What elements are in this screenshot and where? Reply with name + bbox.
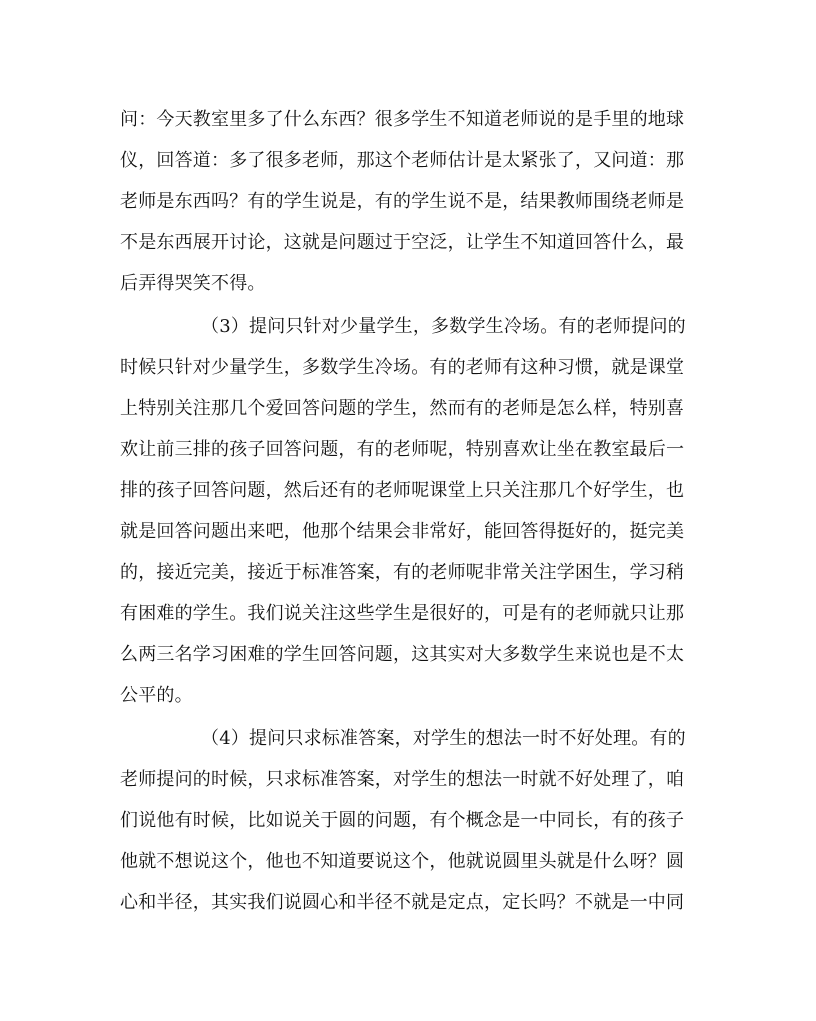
text-line-2: 仪，回答道：多了很多老师，那这个老师估计是太紧张了，又问道：那 <box>120 150 685 171</box>
text-line-15: 公平的。 <box>120 685 193 706</box>
text-line-11: 就是回答问题出来吧，他那个结果会非常好，能回答得挺好的，挺完美 <box>120 521 685 542</box>
text-line-5: 后弄得哭笑不得。 <box>120 273 266 294</box>
text-line-4: 不是东西展开讨论，这就是问题过于空泛，让学生不知道回答什么，最 <box>120 232 685 253</box>
text-line-1: 问：今天教室里多了什么东西？很多学生不知道老师说的是手里的地球 <box>120 109 685 130</box>
text-line-3: 老师是东西吗？有的学生说是，有的学生说不是，结果教师围绕老师是 <box>120 191 685 212</box>
paragraph-4-heading-line: （4）提问只求标准答案，对学生的想法一时不好处理。有的 <box>201 728 686 749</box>
text-line-8: 上特别关注那几个爱回答问题的学生，然而有的老师是怎么样，特别喜 <box>120 398 685 419</box>
text-line-20: 心和半径，其实我们说圆心和半径不就是定点，定长吗？不就是一中同 <box>120 892 685 913</box>
text-line-19: 他就不想说这个，他也不知道要说这个，他就说圆里头就是什么呀？圆 <box>120 851 685 872</box>
text-line-14: 么两三名学习困难的学生回答问题，这其实对大多数学生来说也是不太 <box>120 644 685 665</box>
text-line-13: 有困难的学生。我们说关注这些学生是很好的，可是有的老师就只让那 <box>120 603 685 624</box>
text-line-12: 的，接近完美，接近于标准答案，有的老师呢非常关注学困生，学习稍 <box>120 562 685 583</box>
text-line-7: 时候只针对少量学生，多数学生冷场。有的老师有这种习惯，就是课堂 <box>120 357 685 378</box>
text-line-9: 欢让前三排的孩子回答问题，有的老师呢，特别喜欢让坐在教室最后一 <box>120 439 685 460</box>
text-line-10: 排的孩子回答问题，然后还有的老师呢课堂上只关注那几个好学生，也 <box>120 480 685 501</box>
text-line-17: 老师提问的时候，只求标准答案，对学生的想法一时就不好处理了，咱 <box>120 769 685 790</box>
paragraph-3-heading-line: （3）提问只针对少量学生，多数学生冷场。有的老师提问的 <box>201 316 686 337</box>
text-line-18: 们说他有时候，比如说关于圆的问题，有个概念是一中同长，有的孩子 <box>120 810 685 831</box>
